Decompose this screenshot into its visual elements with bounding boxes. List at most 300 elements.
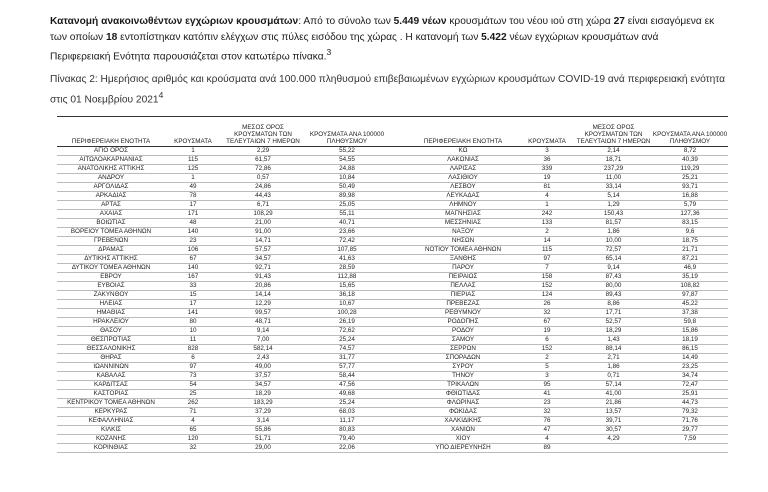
value-cell: 3 [545, 372, 549, 379]
region-name-cell: ΛΕΥΚΑΔΑΣ [446, 192, 480, 199]
value-cell: 39,71 [605, 417, 622, 424]
value-cell: 2,14 [607, 147, 620, 154]
value-cell: 1,86 [607, 228, 620, 235]
value-cell: 55,86 [255, 426, 271, 433]
col-header: ΚΡΟΥΣΜΑΤΑ ΑΝΑ 100000 ΠΛΗΘΥΣΜΟΥ [652, 131, 728, 145]
value-cell: 54 [189, 381, 197, 388]
value-cell: 87,21 [682, 255, 698, 262]
region-name-cell: ΠΡΕΒΕΖΑΣ [446, 300, 480, 307]
table-row [57, 354, 728, 363]
value-cell: 4 [545, 192, 549, 199]
value-cell: 17,71 [605, 309, 622, 316]
value-cell: 46,9 [683, 264, 697, 271]
region-name-cell: ΠΙΕΡΙΑΣ [450, 291, 476, 298]
value-cell: 19 [543, 327, 551, 334]
value-cell: 40,71 [339, 219, 355, 226]
region-name-cell: ΝΗΣΩΝ [451, 237, 475, 244]
value-cell: 9,14 [256, 327, 270, 334]
region-name-cell: ΤΗΝΟΥ [452, 372, 474, 379]
region-name-cell: ΑΡΓΟΛΙΔΑΣ [93, 183, 129, 190]
value-cell: 18,19 [682, 336, 698, 343]
value-cell: 25,05 [339, 201, 355, 208]
region-name-cell: ΚΟΡΙΝΘΙΑΣ [93, 444, 129, 451]
value-cell: 7 [545, 264, 549, 271]
value-cell: 11,17 [339, 417, 355, 424]
value-cell: 158 [541, 273, 553, 280]
region-name-cell: ΑΙΤΩΛΟΑΚΑΡΝΑΝΙΑΣ [79, 156, 143, 163]
value-cell: 72,42 [339, 237, 355, 244]
value-cell: 4 [191, 417, 195, 424]
value-cell: 14,71 [255, 237, 271, 244]
region-name-cell: ΚΩ [458, 147, 468, 154]
table-row [57, 273, 728, 282]
table-row [57, 408, 728, 417]
value-cell: 15,86 [682, 327, 698, 334]
value-cell: 92,71 [255, 264, 271, 271]
region-name-cell: ΙΩΑΝΝΙΝΩΝ [93, 363, 129, 370]
value-cell: 97 [543, 255, 551, 262]
value-cell: 582,14 [253, 345, 273, 352]
value-cell: 171 [187, 210, 199, 217]
table-row [57, 381, 728, 390]
col-header: ΚΡΟΥΣΜΑΤΑ ΑΝΑ 100000 ΠΛΗΘΥΣΜΟΥ [309, 131, 385, 145]
region-name-cell: ΧΑΛΚΙΔΙΚΗΣ [444, 417, 482, 424]
value-cell: 2 [545, 228, 549, 235]
value-cell: 5,79 [683, 201, 697, 208]
region-name-cell: ΒΟΡΕΙΟΥ ΤΟΜΕΑ ΑΘΗΝΩΝ [70, 228, 152, 235]
value-cell: 58,44 [339, 372, 355, 379]
value-cell: 33,14 [605, 183, 622, 190]
table-row [57, 363, 728, 372]
table-row [57, 300, 728, 309]
table-row [57, 147, 728, 156]
value-cell: 57,14 [605, 381, 622, 388]
value-cell: 24,86 [255, 183, 271, 190]
value-cell: 80 [189, 318, 197, 325]
value-cell: 120 [187, 435, 199, 442]
table-row [57, 336, 728, 345]
value-cell: 81,57 [605, 219, 622, 226]
value-cell: 28,59 [339, 264, 355, 271]
value-cell: 115 [541, 246, 553, 253]
value-cell: 20,86 [255, 282, 271, 289]
value-cell: 1 [545, 201, 549, 208]
value-cell: 1,86 [607, 363, 620, 370]
value-cell: 65,14 [605, 255, 622, 262]
value-cell: 55,11 [339, 210, 355, 217]
value-cell: 1 [191, 174, 195, 181]
value-cell: 115 [187, 156, 199, 163]
region-name-cell: ΠΑΡΟΥ [452, 264, 474, 271]
value-cell: 6 [545, 336, 549, 343]
value-cell: 23,25 [682, 363, 698, 370]
value-cell: 2 [545, 354, 549, 361]
value-cell: 0,71 [607, 372, 620, 379]
value-cell: 47 [543, 426, 551, 433]
value-cell: 23 [189, 237, 197, 244]
value-cell: 49 [189, 183, 197, 190]
value-cell: 57,57 [255, 246, 271, 253]
value-cell: 4 [545, 435, 549, 442]
value-cell: 41 [543, 390, 551, 397]
region-name-cell: ΘΑΣΟΥ [100, 327, 122, 334]
value-cell: 8,86 [607, 300, 620, 307]
value-cell: 10,67 [339, 300, 355, 307]
value-cell: 22,06 [339, 444, 355, 451]
value-cell: 37,57 [255, 372, 271, 379]
value-cell: 29,77 [682, 426, 698, 433]
value-cell: 54,55 [339, 156, 355, 163]
value-cell: 108,29 [253, 210, 273, 217]
region-name-cell: ΛΗΜΝΟΥ [449, 201, 477, 208]
region-name-cell: ΑΝΑΤΟΛΙΚΗΣ ΑΤΤΙΚΗΣ [77, 165, 145, 172]
value-cell: 0,57 [256, 174, 270, 181]
region-name-cell: ΦΛΩΡΙΝΑΣ [446, 399, 480, 406]
value-cell: 828 [187, 345, 199, 352]
value-cell: 21,71 [682, 246, 698, 253]
intro-heading: Κατανομή ανακοινωθέντων εγχώριων κρουσμάτων [50, 16, 299, 27]
value-cell: 4,29 [607, 435, 620, 442]
value-cell: 61,57 [255, 156, 271, 163]
col-header: ΜΕΣΟΣ ΟΡΟΣ ΚΡΟΥΣΜΑΤΩΝ ΤΩΝ ΤΕΛΕΥΤΑΙΩΝ 7 ΗΜΕΡΩΝ [226, 124, 300, 145]
col-header: ΠΕΡΙΦΕΡΕΙΑΚΗ ΕΝΟΤΗΤΑ [423, 138, 503, 145]
value-cell: 37,38 [682, 309, 698, 316]
region-name-cell: ΘΕΣΣΑΛΟΝΙΚΗΣ [86, 345, 136, 352]
region-name-cell: ΠΕΛΛΑΣ [450, 282, 476, 289]
value-cell: 13,57 [605, 408, 622, 415]
value-cell: 23 [543, 399, 551, 406]
region-name-cell: ΡΟΔΟΠΗΣ [447, 318, 479, 325]
value-cell: 14,14 [255, 291, 271, 298]
region-name-cell: ΞΑΝΘΗΣ [449, 255, 477, 262]
region-name-cell: ΑΡΤΑΣ [101, 201, 121, 208]
value-cell: 1,43 [607, 336, 620, 343]
region-name-cell: ΚΟΖΑΝΗΣ [96, 435, 126, 442]
value-cell: 7,59 [683, 435, 697, 442]
value-cell: 141 [187, 309, 199, 316]
region-name-cell: ΣΑΜΟΥ [451, 336, 475, 343]
value-cell: 25 [189, 390, 197, 397]
value-cell: 5,14 [607, 192, 620, 199]
value-cell: 152 [541, 345, 553, 352]
value-cell: 127,36 [680, 210, 700, 217]
intro-paragraph: Κατανομή ανακοινωθέντων εγχώριων κρουσμάτων: Από το σύνολο των 5.449 νέων κρουσμάτων του νέου ιού στη χώρα 27 είναι εισαγόμενα εκ των οποίων 18 εντοπίστηκαν κατόπιν ελέγχων στις πύλες εισόδου της χώρας . Η κατανομή των 5.422 νέων εγχώριων κρουσμάτων ανά Περιφερειακή Ενότητα παρουσιάζεται στον κατωτέρω πίνακα.$^3$ [50, 16, 715, 63]
table-row [57, 219, 728, 228]
col-header: ΚΡΟΥΣΜΑΤΑ [528, 138, 566, 145]
value-cell: 125 [187, 165, 199, 172]
value-cell: 183,29 [253, 399, 273, 406]
value-cell: 152 [541, 282, 553, 289]
value-cell: 67 [189, 255, 197, 262]
value-cell: 79,40 [339, 435, 355, 442]
region-name-cell: ΝΑΞΟΥ [452, 228, 474, 235]
value-cell: 2,43 [256, 354, 270, 361]
table-body [57, 147, 728, 453]
value-cell: 49,00 [255, 363, 271, 370]
table-header-row [57, 124, 728, 147]
value-cell: 10 [189, 327, 197, 334]
region-name-cell: ΚΑΡΔΙΤΣΑΣ [94, 381, 128, 388]
value-cell: 12,29 [255, 300, 271, 307]
value-cell: 100,28 [337, 309, 357, 316]
value-cell: 67 [543, 318, 551, 325]
value-cell: 25,24 [339, 399, 355, 406]
region-name-cell: ΑΡΚΑΔΙΑΣ [95, 192, 127, 199]
value-cell: 34,57 [255, 381, 271, 388]
value-cell: 8,72 [683, 147, 697, 154]
table-row [57, 291, 728, 300]
region-name-cell: ΘΗΡΑΣ [100, 354, 122, 361]
value-cell: 18,75 [682, 237, 698, 244]
region-name-cell: ΗΡΑΚΛΕΙΟΥ [93, 318, 129, 325]
value-cell: 150,43 [603, 210, 624, 217]
table-row [57, 255, 728, 264]
value-cell: 86,15 [682, 345, 698, 352]
value-cell: 36 [543, 156, 551, 163]
value-cell: 71,76 [682, 417, 698, 424]
region-name-cell: ΑΓΙΟ ΟΡΟΣ [94, 147, 128, 154]
cases-table [57, 124, 728, 453]
value-cell: 14 [543, 237, 551, 244]
region-name-cell: ΛΑΚΩΝΙΑΣ [447, 156, 479, 163]
value-cell: 59,8 [683, 318, 697, 325]
value-cell: 32 [543, 408, 551, 415]
value-cell: 25,24 [339, 336, 355, 343]
value-cell: 31,77 [339, 354, 355, 361]
value-cell: 80,83 [339, 426, 355, 433]
region-name-cell: ΚΙΛΚΙΣ [101, 426, 121, 433]
value-cell: 108,82 [680, 282, 700, 289]
value-cell: 55,22 [339, 147, 355, 154]
table-caption: Πίνακας 2: Ημερήσιος αριθμός και κρούσματα ανά 100.000 πληθυσμού επιβεβαιωμένων εγχώριων κρουσμάτων COVID-19 ανά περιφερειακή ενότητα στις 01 Νοεμβρίου 2021$^4$ [50, 74, 726, 105]
region-name-cell: ΚΑΣΤΟΡΙΑΣ [93, 390, 129, 397]
value-cell: 25,21 [682, 174, 698, 181]
value-cell: 9,14 [607, 264, 620, 271]
value-cell: 17 [189, 300, 197, 307]
region-name-cell: ΤΡΙΚΑΛΩΝ [447, 381, 479, 388]
value-cell: 18,71 [605, 156, 622, 163]
value-cell: 29,00 [255, 444, 271, 451]
value-cell: 99,57 [255, 309, 271, 316]
region-name-cell: ΘΕΣΠΡΩΤΙΑΣ [90, 336, 132, 343]
value-cell: 11,00 [605, 174, 622, 181]
table-row [57, 228, 728, 237]
region-name-cell: ΡΕΘΥΜΝΟΥ [445, 309, 481, 316]
value-cell: 50,49 [339, 183, 355, 190]
value-cell: 21,86 [605, 399, 622, 406]
table-row [57, 174, 728, 183]
value-cell: 48 [189, 219, 197, 226]
region-name-cell: ΚΕΡΚΥΡΑΣ [94, 408, 128, 415]
value-cell: 89,43 [605, 291, 622, 298]
value-cell: 106 [187, 246, 199, 253]
value-cell: 15,65 [339, 282, 355, 289]
table-row [57, 318, 728, 327]
region-name-cell: ΗΛΕΙΑΣ [99, 300, 123, 307]
value-cell: 33 [189, 282, 197, 289]
table-row [57, 156, 728, 165]
value-cell: 49,68 [339, 390, 355, 397]
value-cell: 107,85 [337, 246, 357, 253]
value-cell: 32 [543, 309, 551, 316]
value-cell: 6,71 [256, 201, 270, 208]
region-name-cell: ΒΟΙΩΤΙΑΣ [96, 219, 126, 226]
value-cell: 11 [189, 336, 197, 343]
table-row [57, 201, 728, 210]
table-row [57, 309, 728, 318]
value-cell: 14,49 [682, 354, 698, 361]
value-cell: 37,29 [255, 408, 271, 415]
value-cell: 6 [191, 354, 195, 361]
value-cell: 79,32 [682, 408, 698, 415]
region-name-cell: ΧΙΟΥ [455, 435, 471, 442]
value-cell: 72,57 [605, 246, 622, 253]
value-cell: 133 [541, 219, 553, 226]
value-cell: 97,87 [682, 291, 698, 298]
col-header: ΚΡΟΥΣΜΑΤΑ [174, 138, 212, 145]
table-row [57, 426, 728, 435]
value-cell: 18,29 [605, 327, 622, 334]
value-cell: 35,19 [682, 273, 698, 280]
value-cell: 119,29 [680, 165, 700, 172]
value-cell: 242 [541, 210, 553, 217]
value-cell: 34,57 [255, 255, 271, 262]
region-name-cell: ΛΑΣΙΘΙΟΥ [448, 174, 478, 181]
value-cell: 21,00 [255, 219, 271, 226]
value-cell: 10,84 [339, 174, 355, 181]
value-cell: 3,14 [256, 417, 270, 424]
value-cell: 262 [187, 399, 199, 406]
table-row [57, 345, 728, 354]
table-row [57, 192, 728, 201]
value-cell: 91,00 [255, 228, 271, 235]
value-cell: 45,22 [682, 300, 698, 307]
value-cell: 91,43 [255, 273, 271, 280]
value-cell: 71 [189, 408, 197, 415]
region-name-cell: ΔΡΑΜΑΣ [98, 246, 124, 253]
table-row [57, 183, 728, 192]
region-name-cell: ΖΑΚΥΝΘΟΥ [93, 291, 129, 298]
region-name-cell: ΚΑΒΑΛΑΣ [96, 372, 126, 379]
value-cell: 74,57 [339, 345, 355, 352]
value-cell: 2,71 [607, 354, 620, 361]
table-row [57, 435, 728, 444]
value-cell: 72,62 [339, 327, 355, 334]
region-name-cell: ΕΥΒΟΙΑΣ [97, 282, 125, 289]
region-name-cell: ΔΥΤΙΚΗΣ ΑΤΤΙΚΗΣ [84, 255, 138, 262]
value-cell: 167 [187, 273, 199, 280]
region-name-cell: ΠΕΙΡΑΙΩΣ [448, 273, 478, 280]
value-cell: 1,29 [607, 201, 620, 208]
value-cell: 81 [543, 183, 551, 190]
value-cell: 72,86 [255, 165, 271, 172]
value-cell: 57,77 [339, 363, 355, 370]
value-cell: 97 [189, 363, 197, 370]
region-name-cell: ΦΘΙΩΤΙΔΑΣ [445, 390, 481, 397]
region-name-cell: ΚΕΦΑΛΛΗΝΙΑΣ [88, 417, 134, 424]
region-name-cell: ΡΟΔΟΥ [452, 327, 474, 334]
value-cell: 40,39 [682, 156, 698, 163]
value-cell: 32 [189, 444, 197, 451]
table-row [57, 246, 728, 255]
value-cell: 52,57 [605, 318, 622, 325]
value-cell: 41,00 [605, 390, 622, 397]
table-row [57, 372, 728, 381]
region-name-cell: ΜΑΓΝΗΣΙΑΣ [445, 210, 481, 217]
table-row [57, 399, 728, 408]
region-name-cell: ΑΧΑΪΑΣ [99, 210, 123, 217]
value-cell: 68,03 [339, 408, 355, 415]
table-top-rule [57, 116, 728, 117]
region-name-cell: ΣΕΡΡΩΝ [450, 345, 476, 352]
value-cell: 88,14 [605, 345, 622, 352]
value-cell [652, 444, 728, 453]
value-cell: 19 [543, 174, 551, 181]
value-cell: 140 [187, 264, 199, 271]
region-name-cell: ΑΝΔΡΟΥ [97, 174, 125, 181]
value-cell: 3 [545, 147, 549, 154]
col-header: ΜΕΣΟΣ ΟΡΟΣ ΚΡΟΥΣΜΑΤΩΝ ΤΩΝ ΤΕΛΕΥΤΑΙΩΝ 7 ΗΜΕΡΩΝ [576, 124, 651, 145]
value-cell: 10,00 [605, 237, 622, 244]
value-cell: 44,73 [682, 399, 698, 406]
table-row [57, 390, 728, 399]
value-cell: 93,71 [682, 183, 698, 190]
value-cell: 65 [189, 426, 197, 433]
value-cell: 23,66 [339, 228, 355, 235]
value-cell: 26,19 [339, 318, 355, 325]
table-row [57, 282, 728, 291]
table-row [57, 210, 728, 219]
value-cell: 89,98 [339, 192, 355, 199]
region-name-cell: ΧΑΝΙΩΝ [451, 426, 475, 433]
value-cell: 112,88 [337, 273, 357, 280]
region-name-cell: ΥΠΟ ΔΙΕΡΕΥΝΗΣΗ [435, 444, 491, 451]
value-cell: 89 [543, 444, 551, 451]
region-name-cell: ΛΑΡΙΣΑΣ [449, 165, 477, 172]
value-cell: 2,29 [256, 147, 270, 154]
value-cell: 15 [189, 291, 197, 298]
region-name-cell: ΕΒΡΟΥ [100, 273, 122, 280]
value-cell: 48,71 [255, 318, 271, 325]
value-cell: 36,18 [339, 291, 355, 298]
table-row [57, 327, 728, 336]
value-cell: 140 [187, 228, 199, 235]
value-cell: 25,91 [682, 390, 698, 397]
region-name-cell: ΔΥΤΙΚΟΥ ΤΟΜΕΑ ΑΘΗΝΩΝ [71, 264, 151, 271]
region-name-cell: ΗΜΑΘΙΑΣ [96, 309, 126, 316]
value-cell: 76 [543, 417, 551, 424]
table-row [57, 165, 728, 174]
region-name-cell: ΣΠΟΡΑΔΩΝ [445, 354, 481, 361]
value-cell: 18,29 [255, 390, 271, 397]
value-cell: 1 [191, 147, 195, 154]
value-cell: 26 [543, 300, 551, 307]
table-row [57, 417, 728, 426]
region-name-cell: ΚΕΝΤΡΙΚΟΥ ΤΟΜΕΑ ΑΘΗΝΩΝ [67, 399, 155, 406]
value-cell: 17 [189, 201, 197, 208]
value-cell: 16,88 [682, 192, 698, 199]
col-header: ΠΕΡΙΦΕΡΕΙΑΚΗ ΕΝΟΤΗΤΑ [71, 138, 151, 145]
region-name-cell: ΦΩΚΙΔΑΣ [449, 408, 477, 415]
value-cell [575, 444, 652, 453]
value-cell: 73 [189, 372, 197, 379]
table-row [57, 264, 728, 273]
value-cell: 83,15 [682, 219, 698, 226]
value-cell: 24,88 [339, 165, 355, 172]
table-row [57, 237, 728, 246]
region-name-cell: ΓΡΕΒΕΝΩΝ [93, 237, 129, 244]
value-cell: 51,71 [255, 435, 271, 442]
